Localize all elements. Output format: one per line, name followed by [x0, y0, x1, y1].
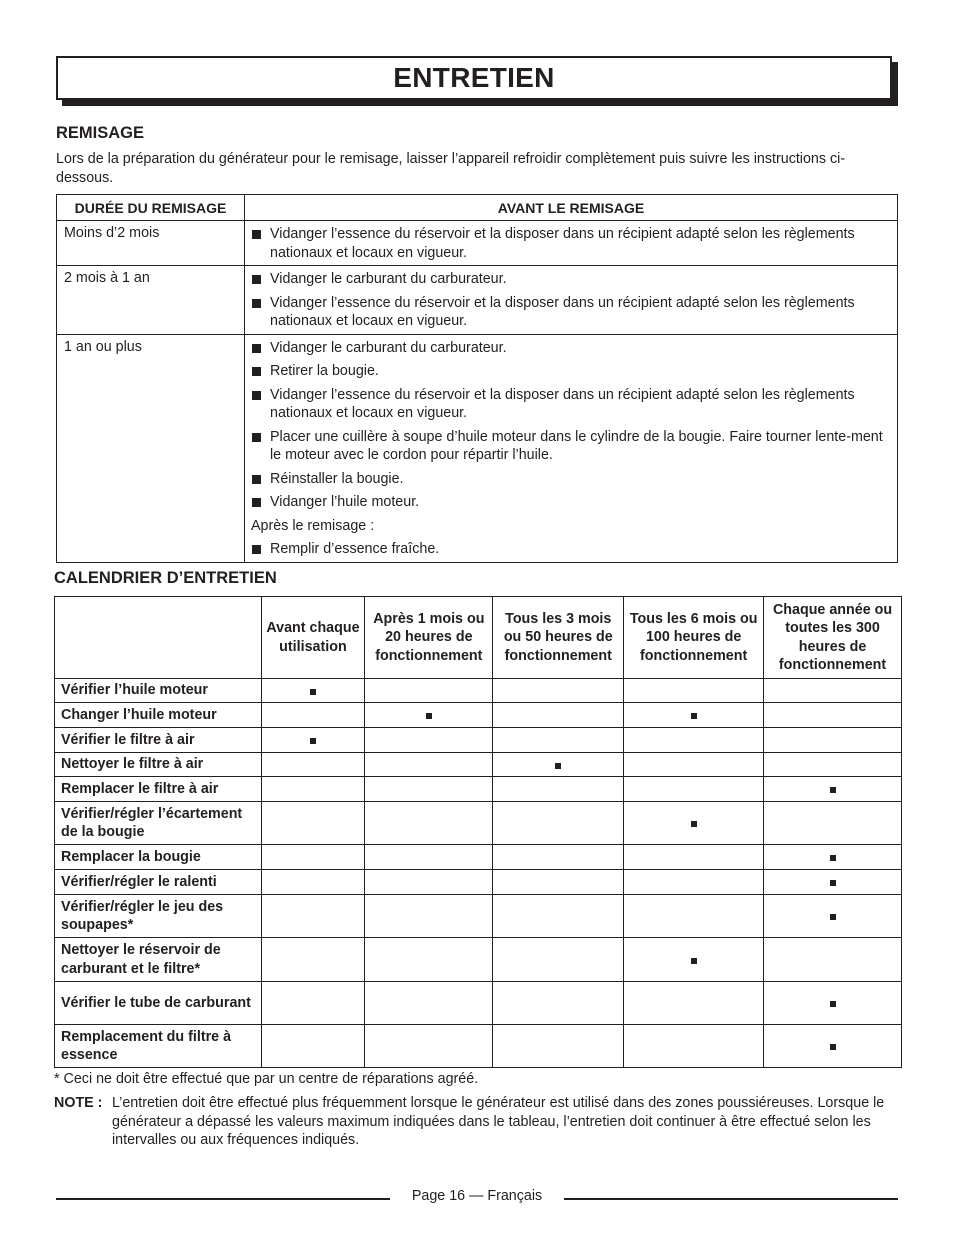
schedule-col-header: Avant chaque utilisation	[261, 597, 365, 679]
schedule-cell	[493, 728, 624, 753]
schedule-row	[55, 1025, 902, 1068]
schedule-cell	[493, 703, 624, 728]
schedule-cell	[624, 777, 764, 802]
schedule-cell	[365, 895, 493, 938]
square-bullet-icon	[252, 230, 261, 239]
storage-row	[57, 266, 898, 335]
schedule-cell	[365, 728, 493, 753]
square-mark-icon	[830, 1044, 836, 1050]
schedule-cell	[493, 845, 624, 870]
schedule-row	[55, 938, 902, 982]
storage-action-text: Remplir d’essence fraîche.	[270, 541, 440, 557]
square-mark-icon	[426, 713, 432, 719]
square-bullet-icon	[252, 275, 261, 284]
storage-action-text: Vidanger le carburant du carburateur.	[270, 271, 507, 287]
schedule-cell	[493, 679, 624, 703]
schedule-row	[55, 982, 902, 1025]
note-text: L’entretien doit être effectué plus fréquemment lorsque le générateur est utilisé dans des zones poussiéreuses. Lorsque le générateur a dépassé les valeurs maximum indiquées dans le tableau, l’entretien doit continuer à être effectué selon les intervalles ou aux fréquences indiqués.	[112, 1095, 885, 1148]
schedule-cell	[365, 982, 493, 1025]
schedule-cell	[365, 753, 493, 777]
schedule-cell	[764, 703, 902, 728]
schedule-cell	[764, 1025, 902, 1068]
schedule-row	[55, 870, 902, 895]
schedule-cell	[624, 982, 764, 1025]
schedule-cell	[493, 870, 624, 895]
square-mark-icon	[830, 880, 836, 886]
schedule-task: Remplacement du filtre à essence	[55, 1025, 262, 1068]
schedule-cell	[365, 802, 493, 845]
schedule-cell	[365, 845, 493, 870]
title-box	[56, 56, 892, 100]
schedule-cell	[624, 703, 764, 728]
square-mark-icon	[310, 738, 316, 744]
square-mark-icon	[691, 821, 697, 827]
page-title-banner	[56, 56, 898, 106]
square-bullet-icon	[252, 498, 261, 507]
schedule-task: Vérifier le tube de carburant	[55, 982, 262, 1025]
storage-action-text: Vidanger l’essence du réservoir et la disposer dans un récipient adapté selon les règlements nationaux et locaux en vigueur.	[270, 386, 855, 421]
square-bullet-icon	[252, 545, 261, 554]
schedule-cell	[365, 870, 493, 895]
schedule-cell	[624, 895, 764, 938]
schedule-task: Changer l’huile moteur	[55, 703, 262, 728]
storage-action-item	[251, 225, 889, 262]
schedule-task: Nettoyer le réservoir de carburant et le filtre*	[55, 938, 262, 982]
square-bullet-icon	[252, 367, 261, 376]
storage-action-item	[251, 362, 889, 381]
square-mark-icon	[830, 787, 836, 793]
schedule-table	[54, 596, 902, 1068]
schedule-cell	[493, 1025, 624, 1068]
schedule-cell	[764, 938, 902, 982]
storage-row	[57, 221, 898, 266]
storage-actions	[245, 334, 898, 562]
page-title: ENTRETIEN	[393, 62, 555, 93]
schedule-footnote: * Ceci ne doit être effectué que par un centre de réparations agréé.	[54, 1071, 479, 1087]
schedule-row	[55, 679, 902, 703]
schedule-cell	[493, 753, 624, 777]
storage-action-item	[251, 270, 889, 289]
schedule-cell	[493, 982, 624, 1025]
square-mark-icon	[830, 1001, 836, 1007]
schedule-cell	[365, 938, 493, 982]
schedule-cell	[624, 938, 764, 982]
schedule-cell	[624, 1025, 764, 1068]
square-mark-icon	[310, 689, 316, 695]
storage-table	[56, 194, 898, 563]
schedule-task: Nettoyer le filtre à air	[55, 753, 262, 777]
schedule-task-header	[55, 597, 262, 679]
schedule-col-header: Après 1 mois ou 20 heures de fonctionnement	[365, 597, 493, 679]
storage-action-item	[251, 294, 889, 331]
schedule-cell	[764, 679, 902, 703]
schedule-cell	[764, 845, 902, 870]
schedule-cell	[624, 802, 764, 845]
schedule-cell	[261, 703, 365, 728]
schedule-cell	[261, 777, 365, 802]
square-bullet-icon	[252, 299, 261, 308]
storage-action-text: Vidanger l’huile moteur.	[270, 494, 420, 510]
schedule-cell	[764, 895, 902, 938]
storage-header-row	[57, 195, 898, 221]
schedule-cell	[261, 802, 365, 845]
schedule-cell	[261, 895, 365, 938]
schedule-cell	[624, 753, 764, 777]
square-mark-icon	[691, 713, 697, 719]
storage-action-item	[251, 386, 889, 423]
schedule-task: Vérifier/régler l’écartement de la bougie	[55, 802, 262, 845]
schedule-cell	[624, 845, 764, 870]
square-mark-icon	[691, 958, 697, 964]
schedule-cell	[365, 703, 493, 728]
storage-action-text: Réinstaller la bougie.	[270, 470, 404, 487]
schedule-row	[55, 777, 902, 802]
schedule-body	[55, 679, 902, 1068]
storage-action-text: Placer une cuillère à soupe d’huile moteur dans le cylindre de la bougie. Faire tourner lente-ment le moteur avec le cordon pour répartir l’huile.	[270, 428, 883, 463]
storage-action-text: Vidanger le carburant du carburateur.	[270, 339, 507, 356]
schedule-task: Vérifier l’huile moteur	[55, 679, 262, 703]
storage-after-label: Après le remisage :	[251, 517, 375, 534]
page-footer	[56, 1188, 898, 1208]
square-bullet-icon	[252, 391, 261, 400]
schedule-col-header: Tous les 3 mois ou 50 heures de fonctionnement	[493, 597, 624, 679]
storage-action-item	[251, 339, 889, 358]
storage-action-item	[251, 428, 889, 465]
square-mark-icon	[830, 855, 836, 861]
square-bullet-icon	[252, 433, 261, 442]
storage-duration: 1 an ou plus	[57, 334, 245, 562]
storage-intro: Lors de la préparation du générateur pour le remisage, laisser l’appareil refroidir complètement puis suivre les instructions ci-dessous.	[56, 151, 846, 186]
schedule-cell	[261, 938, 365, 982]
schedule-row	[55, 845, 902, 870]
schedule-cell	[365, 1025, 493, 1068]
schedule-cell	[261, 728, 365, 753]
schedule-cell	[493, 938, 624, 982]
schedule-col-header: Tous les 6 mois ou 100 heures de fonctionnement	[624, 597, 764, 679]
storage-duration: 2 mois à 1 an	[57, 266, 245, 335]
schedule-task: Remplacer la bougie	[55, 845, 262, 870]
schedule-cell	[493, 802, 624, 845]
schedule-cell	[764, 728, 902, 753]
schedule-cell	[493, 777, 624, 802]
storage-actions	[245, 221, 898, 266]
storage-body	[57, 221, 898, 563]
schedule-cell	[764, 802, 902, 845]
schedule-heading: CALENDRIER D’ENTRETIEN	[54, 569, 277, 587]
storage-col-before: AVANT LE REMISAGE	[245, 195, 898, 221]
schedule-row	[55, 895, 902, 938]
square-bullet-icon	[252, 475, 261, 484]
square-mark-icon	[555, 763, 561, 769]
schedule-task: Vérifier/régler le ralenti	[55, 870, 262, 895]
schedule-cell	[261, 1025, 365, 1068]
page-number: Page 16 — Français	[411, 1188, 543, 1204]
schedule-header-row	[55, 597, 902, 679]
schedule-row	[55, 703, 902, 728]
storage-duration: Moins d’2 mois	[57, 221, 245, 266]
storage-heading: REMISAGE	[56, 124, 145, 142]
storage-action-item	[251, 470, 889, 489]
schedule-cell	[365, 679, 493, 703]
square-bullet-icon	[252, 344, 261, 353]
schedule-cell	[261, 982, 365, 1025]
storage-action-text: Retirer la bougie.	[270, 363, 379, 379]
storage-col-duration: DURÉE DU REMISAGE	[57, 195, 245, 221]
storage-row	[57, 334, 898, 562]
schedule-cell	[261, 679, 365, 703]
schedule-cell	[365, 777, 493, 802]
square-mark-icon	[830, 914, 836, 920]
schedule-row	[55, 802, 902, 845]
storage-actions	[245, 266, 898, 335]
note-label: NOTE :	[54, 1095, 103, 1111]
storage-action-item	[251, 540, 889, 559]
schedule-cell	[624, 728, 764, 753]
schedule-cell	[624, 870, 764, 895]
schedule-cell	[261, 870, 365, 895]
schedule-row	[55, 753, 902, 777]
schedule-col-header: Chaque année ou toutes les 300 heures de fonctionnement	[764, 597, 902, 679]
schedule-task: Vérifier/régler le jeu des soupapes*	[55, 895, 262, 938]
schedule-cell	[493, 895, 624, 938]
schedule-cell	[624, 679, 764, 703]
schedule-cell	[261, 753, 365, 777]
schedule-cell	[261, 845, 365, 870]
schedule-row	[55, 728, 902, 753]
schedule-cell	[764, 982, 902, 1025]
storage-action-text: Vidanger l’essence du réservoir et la disposer dans un récipient adapté selon les règlements nationaux et locaux en vigueur.	[270, 294, 855, 329]
storage-action-text: Vidanger l’essence du réservoir et la disposer dans un récipient adapté selon les règlements nationaux et locaux en vigueur.	[270, 226, 855, 261]
schedule-task: Vérifier le filtre à air	[55, 728, 262, 753]
schedule-cell	[764, 777, 902, 802]
schedule-note	[54, 1094, 902, 1150]
schedule-cell	[764, 753, 902, 777]
storage-action-item	[251, 493, 889, 512]
schedule-task: Remplacer le filtre à air	[55, 777, 262, 802]
schedule-cell	[764, 870, 902, 895]
